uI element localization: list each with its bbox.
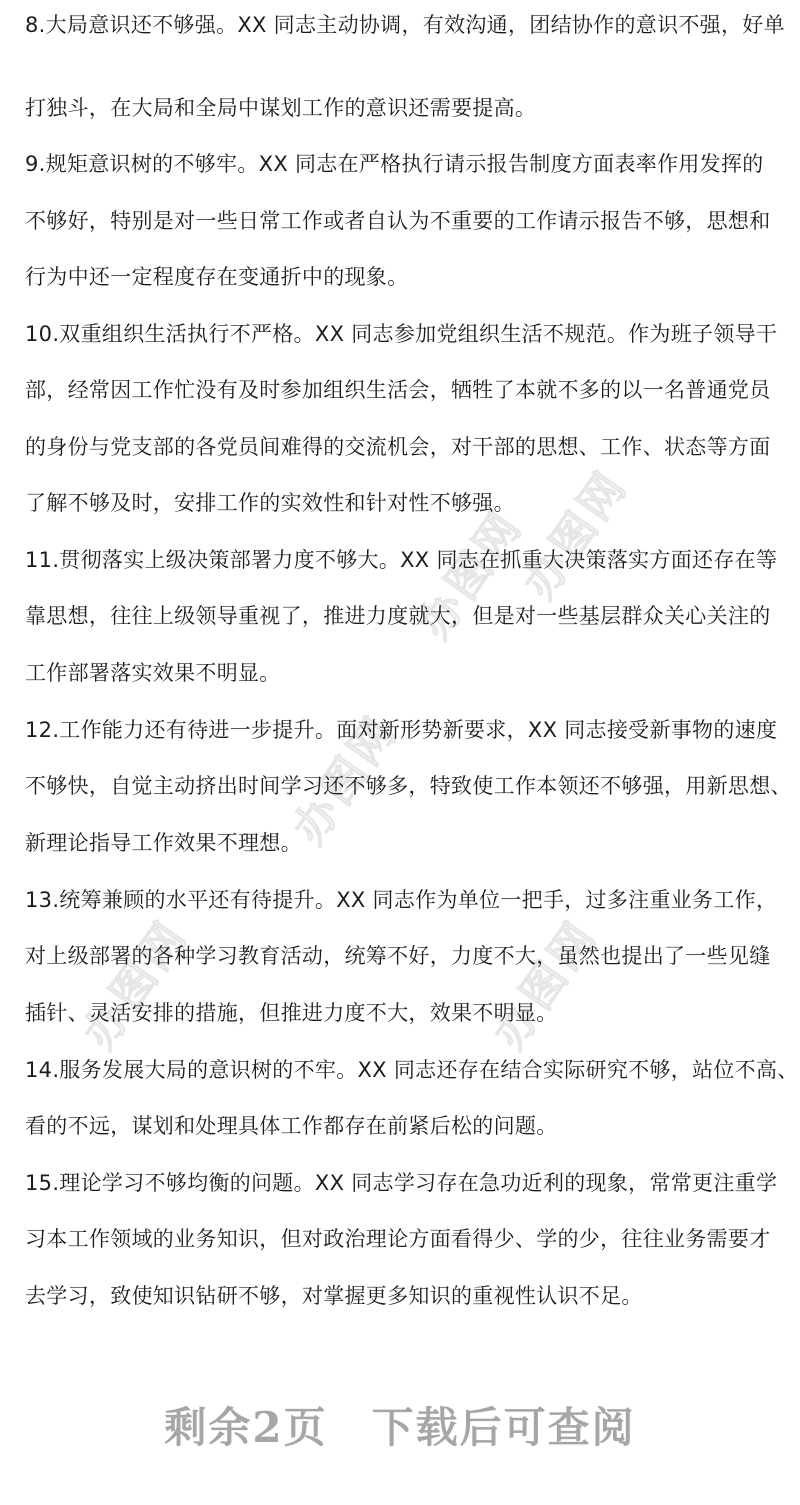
paragraph-line: 不够好，特别是对一些日常工作或者自认为不重要的工作请示报告不够，思想和 — [25, 209, 771, 233]
download-to-view-label: 下载后可查阅 — [371, 1403, 636, 1452]
watermark: 办图网 — [408, 500, 533, 649]
paragraph-line: 不够快，自觉主动挤出时间学习还不够多，特致使工作本领还不够强，用新思想、 — [25, 774, 792, 798]
paragraph-line: 看的不远，谋划和处理具体工作都存在前紧后松的问题。 — [25, 1114, 558, 1138]
paragraph-line: 工作部署落实效果不明显。 — [25, 661, 281, 685]
watermark: 办图网 — [283, 705, 408, 854]
paragraph-line: 了解不够及时，安排工作的实效性和针对性不够强。 — [25, 491, 515, 515]
paragraph-line: 习本工作领域的业务知识，但对政治理论方面看得少、学的少，往往业务需要才 — [25, 1227, 771, 1251]
watermark: 办图网 — [73, 910, 198, 1059]
watermark: 办图网 — [513, 460, 638, 609]
paragraph-line: 9.规矩意识树的不够牢。XX 同志在严格执行请示报告制度方面表率作用发挥的 — [25, 152, 764, 176]
remaining-pages-label: 剩余2页 — [164, 1403, 328, 1452]
paragraph-line: 13.统筹兼顾的水平还有待提升。XX 同志作为单位一把手，过多注重业务工作， — [25, 888, 778, 912]
paragraph-line: 行为中还一定程度存在变通折中的现象。 — [25, 265, 409, 289]
paragraph-line: 新理论指导工作效果不理想。 — [25, 831, 302, 855]
paragraph-line: 部，经常因工作忙没有及时参加组织生活会，牺牲了本就不多的以一名普通党员 — [25, 378, 771, 402]
paragraph-line: 打独斗，在大局和全局中谋划工作的意识还需要提高。 — [25, 96, 537, 120]
paragraph-line: 12.工作能力还有待进一步提升。面对新形势新要求，XX 同志接受新事物的速度 — [25, 718, 778, 742]
paragraph-line: 去学习，致使知识钻研不够，对掌握更多知识的重视性认识不足。 — [25, 1284, 643, 1308]
paragraph-line: 8.大局意识还不够强。XX 同志主动协调，有效沟通，团结协作的意识不强，好单 — [25, 13, 785, 37]
paragraph-line: 15.理论学习不够均衡的问题。XX 同志学习存在急功近利的现象，常常更注重学 — [25, 1171, 778, 1195]
paragraph-line: 靠思想，往往上级领导重视了，推进力度就大，但是对一些基层群众关心关注的 — [25, 604, 771, 628]
paragraph-line: 14.服务发展大局的意识树的不牢。XX 同志还存在结合实际研究不够，站位不高、 — [25, 1058, 799, 1082]
paragraph-line: 11.贯彻落实上级决策部署力度不够大。XX 同志在抓重大决策落实方面还存在等 — [25, 548, 778, 572]
paragraph-line: 对上级部署的各种学习教育活动，统筹不好，力度不大，虽然也提出了一些见缝 — [25, 944, 771, 968]
paragraph-line: 10.双重组织生活执行不严格。XX 同志参加党组织生活不规范。作为班子领导干 — [25, 322, 778, 346]
watermark: 办图网 — [483, 910, 608, 1059]
download-prompt-banner[interactable] — [0, 1400, 800, 1456]
paragraph-line: 插针、灵活安排的措施，但推进力度不大，效果不明显。 — [25, 1001, 558, 1025]
paragraph-line: 的身份与党支部的各党员间难得的交流机会，对干部的思想、工作、状态等方面 — [25, 435, 771, 459]
